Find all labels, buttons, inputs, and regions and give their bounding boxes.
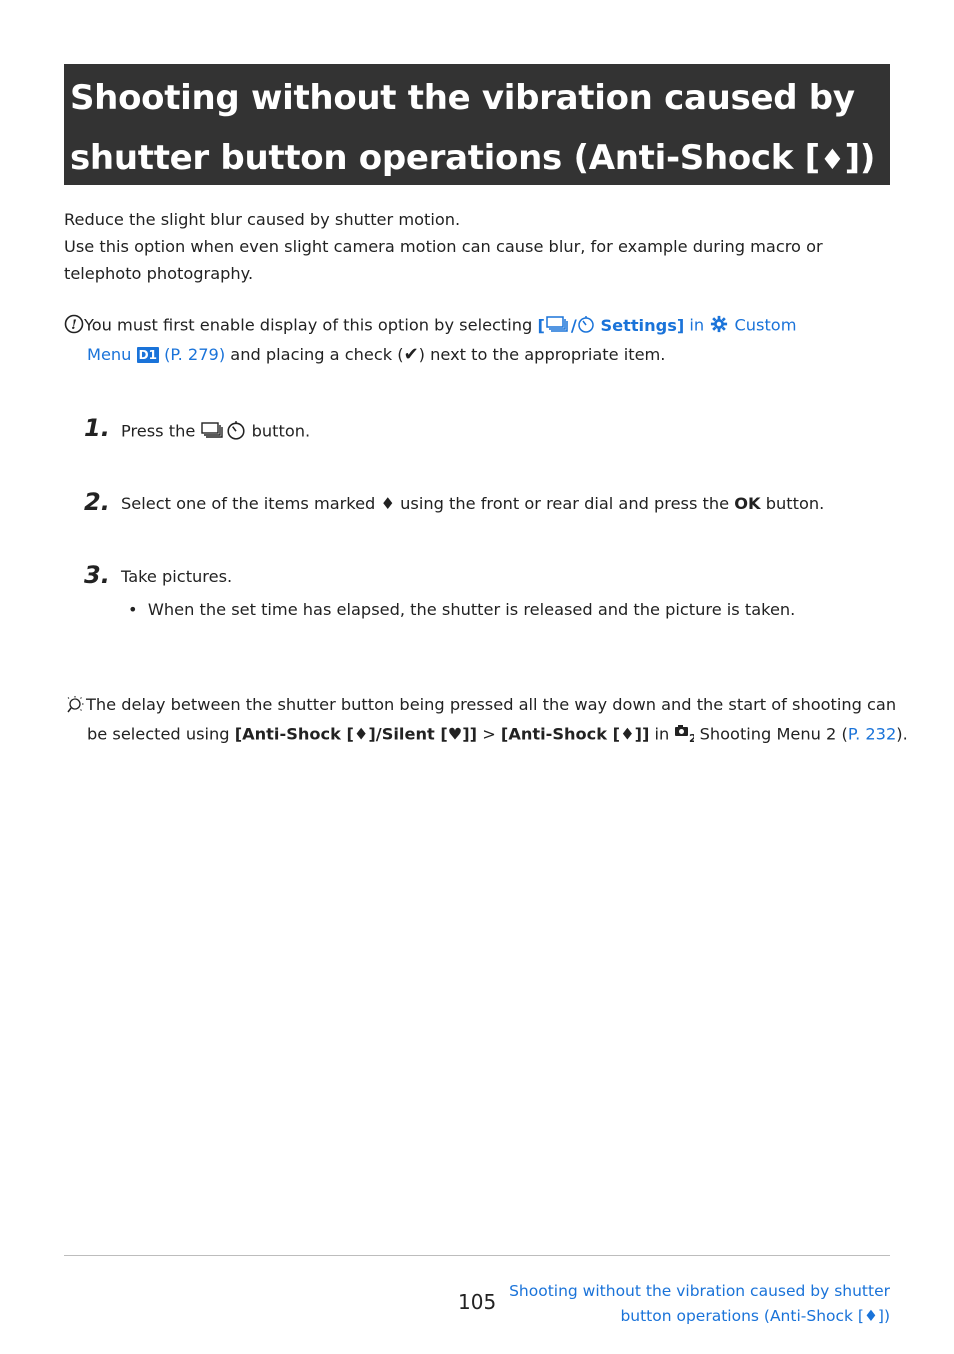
tip-gt: >: [477, 724, 501, 744]
tip-close: ).: [896, 724, 908, 744]
tip-b1: [Anti-Shock [: [234, 724, 354, 744]
step-2-before: Select one of the items marked: [121, 494, 381, 513]
caution-text-1: You must first enable display of this option by selecting: [84, 315, 538, 335]
tip-b2-end: ]]: [634, 724, 650, 744]
caution-text-3: ) next to the appropriate item.: [418, 345, 666, 364]
link-in: in: [684, 315, 710, 335]
ok-button-label: OK: [734, 494, 761, 513]
custom-menu-link-2[interactable]: Menu: [87, 345, 132, 364]
intro-line-2: Use this option when even slight camera motion can cause blur, for example during macro or: [64, 237, 823, 256]
anti-shock-symbol: ♦: [620, 724, 635, 744]
title-line-2: [70, 128, 890, 190]
step-3-bullet: [128, 600, 795, 619]
step-1-number: 1.: [84, 414, 110, 442]
check-mark-icon: ✔: [403, 344, 419, 365]
step-2-number: 2.: [84, 488, 110, 516]
title-line-1: Shooting without the vibration caused by: [70, 78, 855, 118]
tip-b1-end: ]]: [462, 724, 478, 744]
gear-icon: [709, 315, 729, 337]
step-1-text: [121, 420, 310, 444]
step-2-after: button.: [760, 494, 825, 513]
footer-link-end: ]): [877, 1307, 890, 1325]
shooting-menu-2-icon: [674, 723, 694, 747]
svg-text:2: 2: [689, 732, 695, 743]
title-line-2-end: ]): [844, 138, 876, 178]
footer-section-link[interactable]: [509, 1279, 890, 1329]
title-line-2-text: shutter button operations (Anti-Shock [: [70, 138, 820, 178]
link-bracket: [: [537, 315, 545, 335]
self-timer-icon: [226, 420, 246, 444]
footer-link-text: button operations (Anti-Shock [: [620, 1307, 864, 1325]
tip-text-a: be selected using: [87, 724, 235, 744]
d1-badge-icon: D1: [138, 348, 157, 362]
anti-shock-symbol: ♦: [819, 143, 845, 176]
caution-text-2: and placing a check (: [225, 345, 404, 364]
step-3-number: 3.: [84, 561, 110, 589]
lightbulb-hint-icon: [64, 694, 86, 720]
footer-divider: [64, 1255, 890, 1256]
intro-line-3: telephoto photography.: [64, 264, 254, 283]
drive-settings-link[interactable]: [ / Settings]: [537, 316, 684, 335]
tip-in: in: [649, 724, 675, 744]
sequential-shooting-icon: [545, 315, 571, 337]
tip-b2: [Anti-Shock [: [500, 724, 621, 744]
step-2-mid: using the front or rear dial and press the: [395, 494, 735, 513]
step-1-after: button.: [246, 421, 311, 441]
tip-b1-mid: ]/Silent [: [368, 724, 448, 744]
settings-link-text: Settings]: [600, 315, 685, 335]
anti-shock-symbol: ♦: [863, 1307, 878, 1325]
svg-text:!: !: [71, 318, 77, 333]
caution-note: [64, 314, 796, 338]
page-number: 105: [458, 1290, 497, 1314]
step-2-text: [121, 494, 824, 513]
caution-note-line-2: [87, 344, 665, 365]
tip-line-2: [87, 723, 908, 747]
custom-menu-link[interactable]: Custom: [734, 315, 797, 335]
tip-note: [64, 694, 896, 720]
bullet-dot-icon: •: [128, 600, 138, 619]
tip-line-1: The delay between the shutter button being pressed all the way down and the start of shooting can: [86, 695, 897, 714]
silent-symbol: ♥: [447, 724, 463, 744]
footer-link-line-1: Shooting without the vibration caused by shutter: [509, 1282, 890, 1300]
step-1-before: Press the: [121, 421, 201, 441]
anti-shock-symbol: ♦: [380, 494, 395, 513]
tip-menu-text: Shooting Menu 2 (: [694, 724, 848, 744]
anti-shock-silent-label: [235, 725, 477, 744]
sequential-shooting-icon: [200, 421, 226, 443]
step-3-bullet-text: When the set time has elapsed, the shutter is released and the picture is taken.: [147, 600, 796, 619]
anti-shock-label: [501, 725, 649, 744]
footer-link-line-2: [509, 1304, 890, 1329]
page-title: [64, 64, 890, 185]
intro-line-1: Reduce the slight blur caused by shutter motion.: [64, 210, 461, 229]
page-279-link[interactable]: (P. 279): [164, 345, 226, 364]
anti-shock-symbol: ♦: [353, 724, 369, 744]
page-232-link[interactable]: P. 232: [847, 724, 897, 744]
self-timer-icon: [577, 315, 595, 337]
step-3-text: Take pictures.: [121, 567, 233, 586]
caution-icon: [64, 314, 84, 338]
